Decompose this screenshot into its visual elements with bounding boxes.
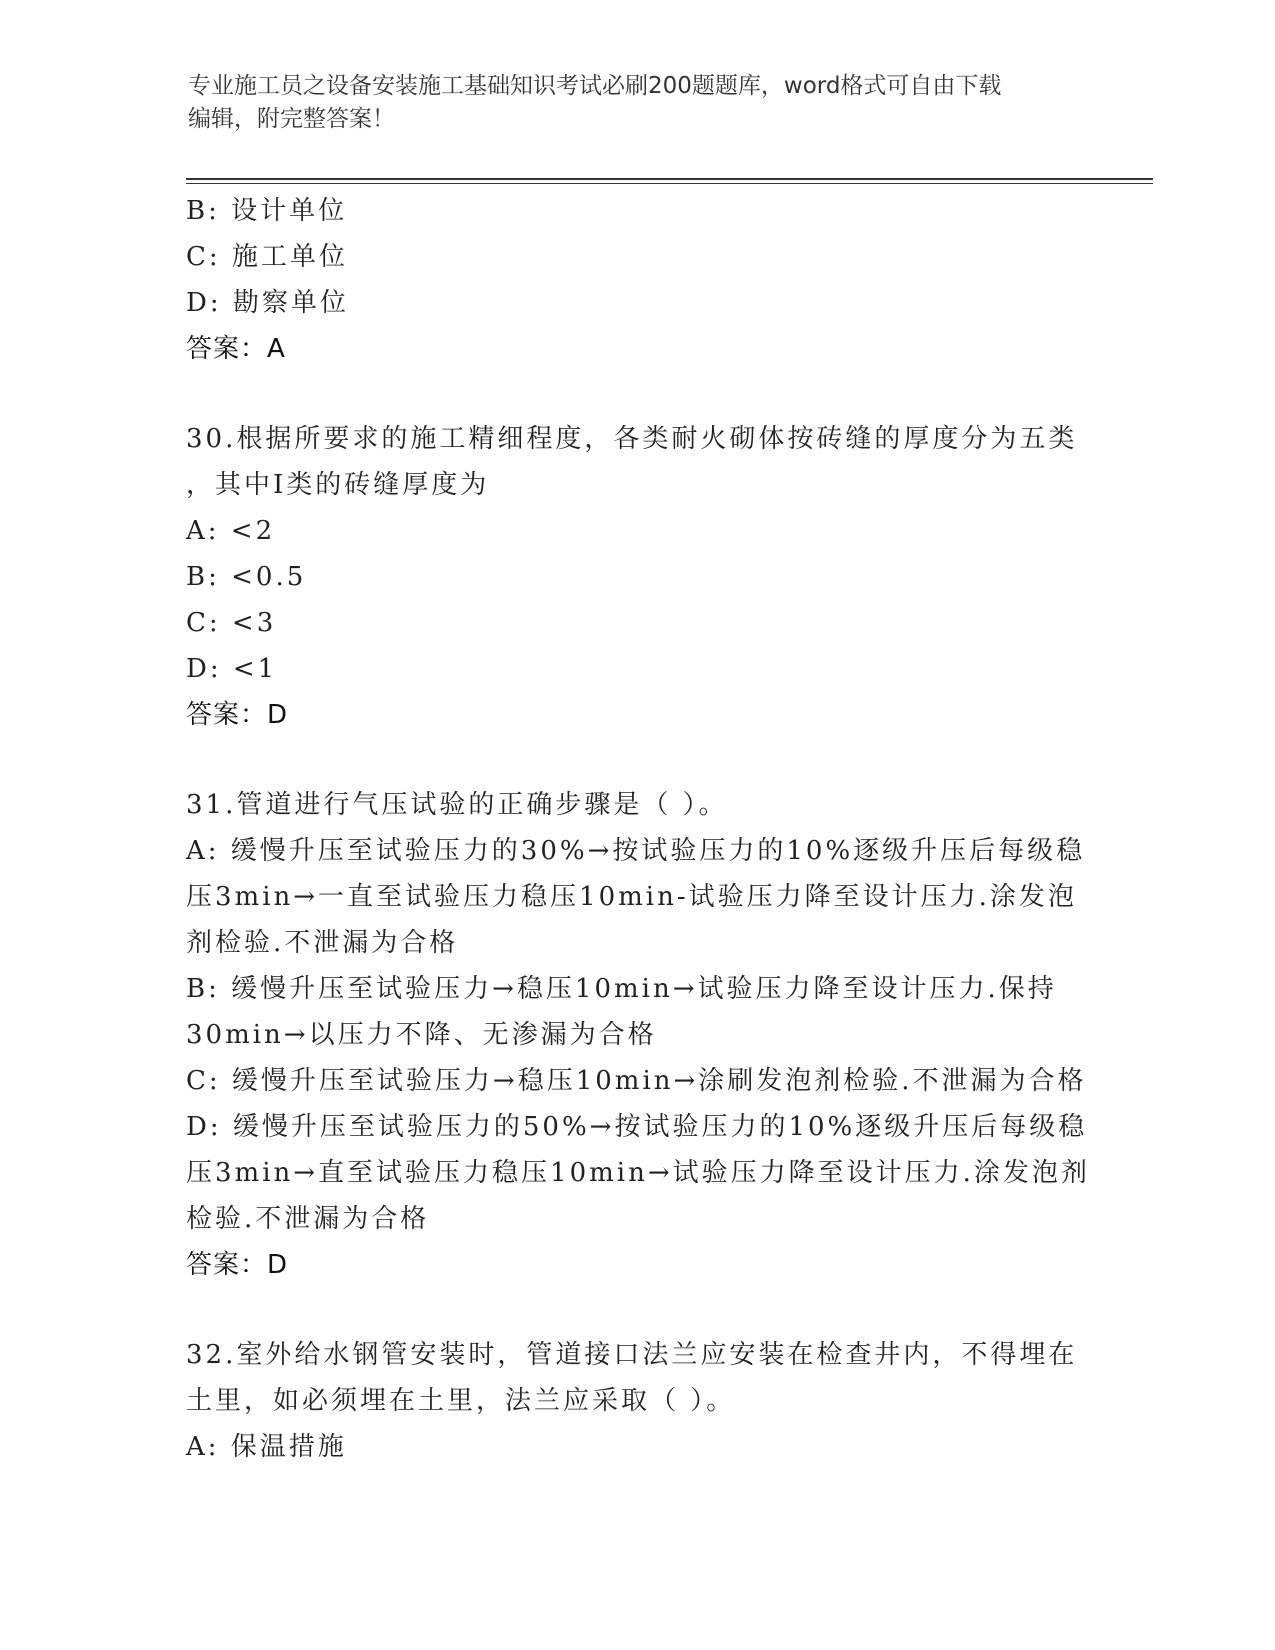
header-rule-thick bbox=[186, 178, 1153, 180]
option-a-cont: 剂检验.不泄漏为合格 bbox=[186, 928, 459, 958]
option-b: B: 设计单位 bbox=[186, 196, 348, 226]
header-rule-thin bbox=[186, 183, 1153, 184]
question-stem: 土里，如必须埋在土里，法兰应采取（ ）。 bbox=[186, 1386, 736, 1416]
question-stem: 32.室外给水钢管安装时，管道接口法兰应安装在检查井内，不得埋在 bbox=[186, 1340, 1078, 1370]
option-c: C: 缓慢升压至试验压力→稳压10min→涂刷发泡剂检验.不泄漏为合格 bbox=[186, 1066, 1087, 1096]
question-30 bbox=[186, 416, 1146, 738]
option-c: C: 施工单位 bbox=[186, 242, 348, 272]
option-a: A: <2 bbox=[186, 516, 276, 546]
option-d: D: <1 bbox=[186, 654, 278, 684]
document-body bbox=[186, 188, 1146, 1470]
document-header bbox=[188, 70, 1088, 136]
option-a: A: 缓慢升压至试验压力的30%→按试验压力的10%逐级升压后每级稳 bbox=[186, 836, 1086, 866]
answer: 答案：D bbox=[186, 1250, 289, 1280]
option-d-cont: 压3min→直至试验压力稳压10min→试验压力降至设计压力.涂发泡剂 bbox=[186, 1158, 1090, 1188]
previous-question bbox=[186, 188, 1146, 372]
option-b-cont: 30min→以压力不降、无渗漏为合格 bbox=[186, 1020, 657, 1050]
header-line-1: 专业施工员之设备安装施工基础知识考试必刷200题题库，word格式可自由下载 bbox=[188, 73, 1002, 99]
option-d-cont: 检验.不泄漏为合格 bbox=[186, 1204, 430, 1234]
option-b: B: 缓慢升压至试验压力→稳压10min→试验压力降至设计压力.保持 bbox=[186, 974, 1057, 1004]
question-stem: 31.管道进行气压试验的正确步骤是（ ）。 bbox=[186, 790, 728, 820]
option-b: B: <0.5 bbox=[186, 562, 307, 592]
header-line-2: 编辑，附完整答案！ bbox=[188, 106, 395, 132]
option-d: D: 缓慢升压至试验压力的50%→按试验压力的10%逐级升压后每级稳 bbox=[186, 1112, 1088, 1142]
option-a: A: 保温措施 bbox=[186, 1432, 347, 1462]
question-stem: ，其中Ⅰ类的砖缝厚度为 bbox=[186, 470, 490, 500]
option-c: C: <3 bbox=[186, 608, 277, 638]
question-stem: 30.根据所要求的施工精细程度，各类耐火砌体按砖缝的厚度分为五类 bbox=[186, 424, 1078, 454]
question-32 bbox=[186, 1332, 1146, 1470]
answer: 答案：A bbox=[186, 334, 286, 364]
question-31 bbox=[186, 782, 1146, 1288]
answer: 答案：D bbox=[186, 700, 289, 730]
option-a-cont: 压3min→一直至试验压力稳压10min-试验压力降至设计压力.涂发泡 bbox=[186, 882, 1077, 912]
option-d: D: 勘察单位 bbox=[186, 288, 349, 318]
